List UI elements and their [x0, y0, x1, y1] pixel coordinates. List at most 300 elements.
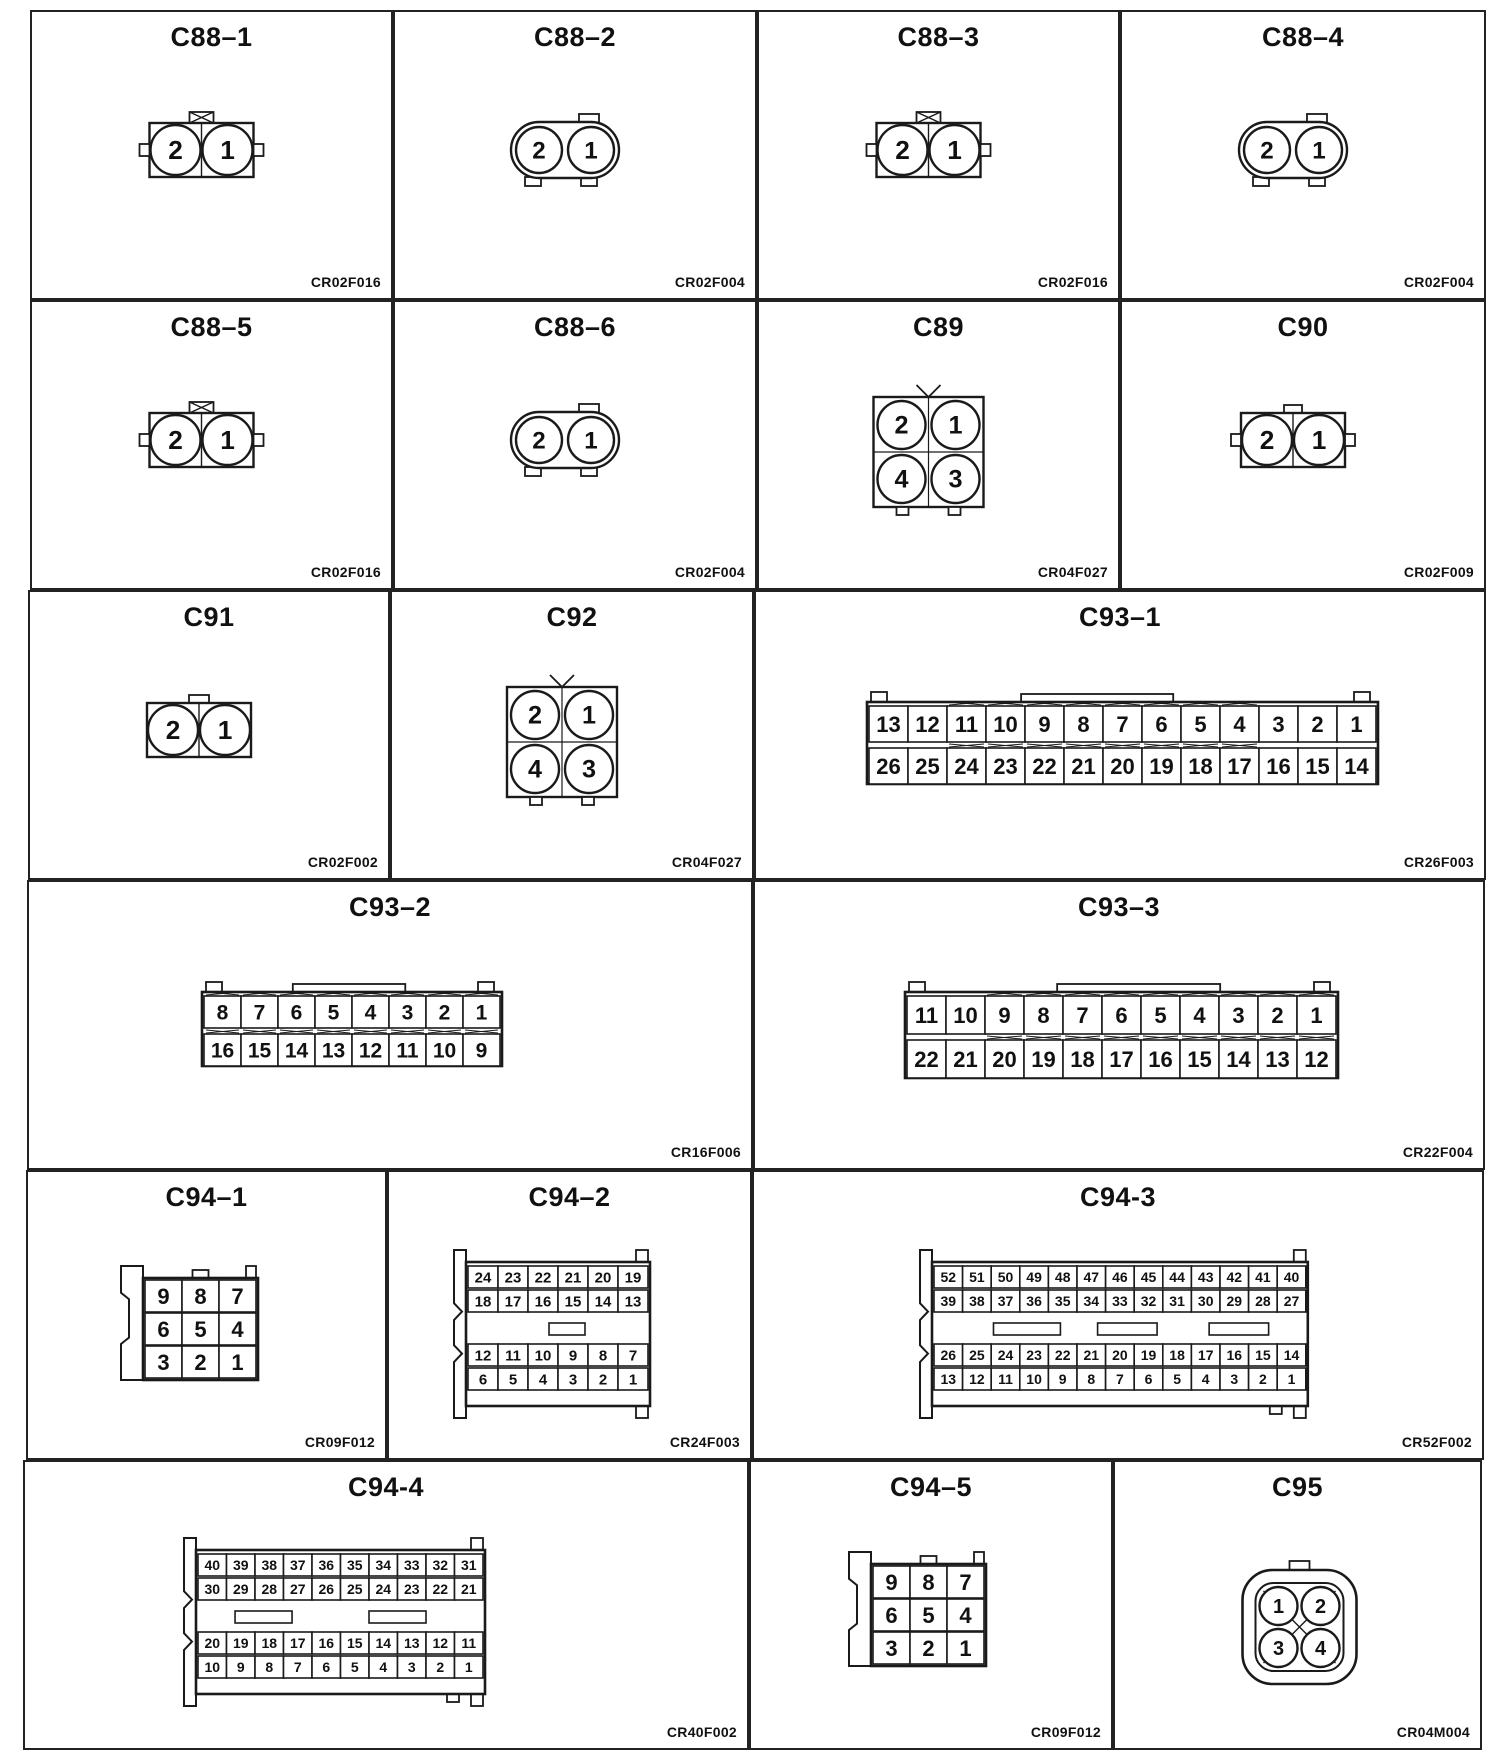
latch-tab	[582, 797, 594, 805]
side-rail	[920, 1250, 932, 1418]
pin-number: 19	[624, 1269, 642, 1287]
pin-number: 48	[1054, 1269, 1071, 1286]
pin-number: 14	[594, 1293, 612, 1311]
connector-title: C93–2	[348, 892, 432, 922]
pin-number: 36	[1026, 1293, 1042, 1310]
pin-number: 7	[231, 1283, 244, 1309]
pin-number: 41	[1255, 1269, 1271, 1286]
side-rail	[849, 1552, 871, 1666]
pin-number: 10	[1026, 1371, 1042, 1388]
pin-number: 10	[534, 1347, 552, 1365]
pin-number: 18	[474, 1293, 492, 1311]
connector-drawing-c93-3	[755, 882, 1487, 1172]
figure-code: CR02F016	[310, 274, 381, 290]
pin-number: 16	[1148, 1046, 1173, 1072]
connector-drawing-c95	[1115, 1462, 1484, 1752]
pin-number: 8	[922, 1569, 935, 1595]
pin-number: 15	[346, 1635, 363, 1652]
figure-code: CR02F004	[1403, 274, 1474, 290]
pin-number: 22	[1054, 1347, 1071, 1364]
latch-tab	[189, 695, 209, 703]
pin-number: 17	[1197, 1347, 1214, 1364]
pin-number: 12	[432, 1635, 449, 1652]
connector-title: C93–3	[1077, 892, 1161, 922]
pin-number: 1	[217, 715, 233, 745]
pin-number: 2	[922, 1635, 935, 1661]
connector-title: C88–3	[897, 22, 980, 52]
pin-number: 2	[1259, 425, 1275, 455]
connector-drawing-c92	[392, 592, 756, 882]
pin-number: 1	[959, 1635, 972, 1661]
pin-number: 24	[997, 1347, 1014, 1364]
pin-number: 8	[1087, 1371, 1096, 1388]
connector-cell-c88-1	[30, 10, 393, 300]
pin-number: 40	[204, 1557, 221, 1574]
pin-number: 3	[157, 1349, 170, 1375]
latch-tab	[897, 507, 909, 515]
connector-drawing-c94-3	[754, 1172, 1486, 1462]
pin-number: 6	[885, 1602, 898, 1628]
connector-title: C88–5	[170, 312, 253, 342]
pin-number: 5	[350, 1659, 359, 1676]
pin-number: 1	[1312, 137, 1326, 165]
pin-number: 9	[885, 1569, 898, 1595]
pin-number: 13	[624, 1293, 642, 1311]
pin-number: 24	[474, 1269, 492, 1287]
pin-number: 10	[432, 1039, 457, 1063]
pin-number: 31	[1169, 1293, 1185, 1310]
figure-code: CR02F004	[674, 564, 745, 580]
connector-cell-c91	[28, 590, 390, 880]
latch-tab	[949, 507, 961, 515]
pin-number: 12	[1304, 1046, 1329, 1072]
connector-drawing-c88-6	[395, 302, 759, 592]
latch-tab	[140, 434, 150, 446]
pin-number: 16	[318, 1635, 335, 1652]
pin-number: 3	[1272, 711, 1285, 737]
pin-number: 17	[504, 1293, 522, 1311]
pin-number: 5	[194, 1316, 207, 1342]
pin-number: 25	[346, 1581, 363, 1598]
pin-number: 16	[1266, 753, 1291, 779]
pin-number: 2	[1311, 711, 1324, 737]
figure-code: CR02F002	[307, 854, 378, 870]
pin-number: 34	[1083, 1293, 1100, 1310]
pin-number: 21	[564, 1269, 582, 1287]
pin-number: 6	[1144, 1371, 1153, 1388]
pin-number: 23	[403, 1581, 420, 1598]
pin-number: 11	[954, 711, 979, 737]
pin-number: 46	[1112, 1269, 1128, 1286]
pin-number: 1	[1287, 1371, 1296, 1388]
pin-number: 18	[1070, 1046, 1095, 1072]
pin-number: 16	[1226, 1347, 1243, 1364]
connector-drawing-c88-1	[32, 12, 395, 302]
pin-number: 3	[885, 1635, 898, 1661]
pin-number: 22	[1032, 753, 1057, 779]
figure-code: CR16F006	[670, 1144, 741, 1160]
connector-title: C89	[912, 312, 965, 342]
connector-title: C92	[546, 602, 598, 632]
latch-tab	[530, 797, 542, 805]
figure-code: CR09F012	[304, 1434, 375, 1450]
pin-number: 4	[364, 1001, 377, 1025]
pin-number: 3	[1230, 1371, 1239, 1388]
pin-number: 1	[1310, 1002, 1323, 1028]
pin-number: 27	[289, 1581, 306, 1598]
pin-number: 5	[508, 1371, 518, 1389]
pin-number: 2	[532, 137, 546, 165]
figure-code: CR02F016	[310, 564, 381, 580]
pin-number: 28	[261, 1581, 278, 1598]
pin-number: 30	[204, 1581, 221, 1598]
pin-number: 19	[1031, 1046, 1056, 1072]
pin-number: 40	[1283, 1269, 1300, 1286]
connector-cell-c88-3	[757, 10, 1120, 300]
figure-code: CR04F027	[1037, 564, 1108, 580]
connector-cell-c89	[757, 300, 1120, 590]
pin-number: 2	[532, 427, 546, 455]
pin-number: 2	[895, 135, 910, 165]
figure-code: CR04F027	[671, 854, 742, 870]
figure-code: CR09F012	[1030, 1724, 1101, 1740]
connector-cell-c93-1	[754, 590, 1486, 880]
pin-number: 18	[1188, 753, 1213, 779]
latch-tab	[867, 144, 877, 156]
pin-number: 2	[168, 425, 183, 455]
latch-tab	[1345, 434, 1355, 446]
pin-number: 6	[290, 1001, 303, 1025]
latch-tab	[981, 144, 991, 156]
pin-number: 6	[1155, 711, 1168, 737]
pin-number: 39	[940, 1293, 957, 1310]
figure-code: CR40F002	[666, 1724, 737, 1740]
figure-code: CR04M004	[1396, 1724, 1470, 1740]
figure-code: CR02F004	[674, 274, 745, 290]
pin-number: 1	[948, 411, 963, 440]
pin-number: 9	[1058, 1371, 1067, 1388]
pin-number: 28	[1255, 1293, 1271, 1310]
latch-tab	[254, 434, 264, 446]
pin-number: 21	[1071, 753, 1096, 779]
pin-number: 1	[1272, 1595, 1285, 1618]
pin-number: 22	[914, 1046, 939, 1072]
pin-number: 18	[261, 1635, 278, 1652]
pin-number: 19	[232, 1635, 249, 1652]
pin-number: 23	[993, 753, 1018, 779]
pin-number: 15	[1255, 1347, 1271, 1364]
pin-number: 1	[220, 135, 235, 165]
connector-title: C94–1	[165, 1182, 248, 1212]
pin-number: 43	[1197, 1269, 1214, 1286]
pin-number: 8	[1077, 711, 1090, 737]
pin-number: 12	[915, 711, 940, 737]
pin-number: 20	[204, 1635, 221, 1652]
pin-number: 11	[461, 1635, 477, 1652]
pin-number: 50	[997, 1269, 1014, 1286]
pin-number: 24	[375, 1581, 392, 1598]
figure-code: CR52F002	[1401, 1434, 1472, 1450]
connector-title: C88–2	[533, 22, 617, 52]
pin-number: 20	[1110, 753, 1135, 779]
connector-cell-c93-2	[27, 880, 753, 1170]
pin-number: 4	[1314, 1637, 1327, 1660]
pin-number: 2	[1260, 137, 1274, 165]
pin-number: 1	[584, 137, 598, 165]
pin-number: 35	[1054, 1293, 1071, 1310]
connector-title: C94-3	[1079, 1182, 1157, 1212]
connector-title: C94–2	[528, 1182, 611, 1212]
pin-number: 4	[1193, 1002, 1206, 1028]
pin-number: 2	[1259, 1371, 1267, 1388]
latch-tab	[1284, 405, 1302, 413]
connector-title: C94-4	[347, 1472, 425, 1502]
pin-number: 51	[969, 1269, 985, 1286]
pin-number: 5	[327, 1001, 340, 1025]
pin-number: 23	[1026, 1347, 1042, 1364]
pin-number: 21	[953, 1046, 978, 1072]
pin-number: 2	[894, 411, 909, 440]
side-rail	[121, 1266, 143, 1380]
pin-number: 7	[959, 1569, 972, 1595]
pin-number: 4	[379, 1659, 388, 1676]
connector-cell-c92	[390, 590, 754, 880]
pin-number: 38	[261, 1557, 278, 1574]
connector-cell-c94-1	[26, 1170, 387, 1460]
pin-number: 26	[318, 1581, 335, 1598]
connector-drawing-c94-4	[25, 1462, 751, 1752]
pin-number: 24	[954, 753, 979, 779]
pin-number: 15	[247, 1039, 272, 1063]
connector-cell-c94-5	[749, 1460, 1113, 1750]
connector-title: C91	[183, 602, 235, 632]
connector-title: C93–1	[1078, 602, 1162, 632]
key-slot	[1098, 1323, 1157, 1335]
pin-number: 6	[1115, 1002, 1128, 1028]
pin-number: 29	[1226, 1293, 1243, 1310]
side-rail	[454, 1250, 466, 1418]
pin-number: 5	[922, 1602, 935, 1628]
pin-number: 4	[538, 1371, 548, 1389]
pin-number: 1	[628, 1371, 638, 1389]
pin-number: 13	[321, 1039, 346, 1063]
pin-number: 9	[157, 1283, 170, 1309]
pin-number: 10	[953, 1002, 978, 1028]
pin-number: 20	[594, 1269, 612, 1287]
pin-number: 1	[584, 427, 598, 455]
pin-number: 17	[289, 1635, 306, 1652]
connector-cell-c94-2	[387, 1170, 752, 1460]
connector-cell-c88-2	[393, 10, 757, 300]
pin-number: 9	[568, 1347, 578, 1365]
pin-number: 22	[432, 1581, 449, 1598]
key-slot	[993, 1323, 1060, 1335]
latch-tab	[1231, 434, 1241, 446]
pin-number: 7	[1116, 1371, 1124, 1388]
pin-number: 38	[969, 1293, 985, 1310]
connector-drawing-c88-4	[1122, 12, 1488, 302]
pin-number: 42	[1226, 1269, 1243, 1286]
pin-number: 2	[194, 1349, 207, 1375]
pin-number: 7	[293, 1659, 302, 1676]
connector-cell-c94-4	[23, 1460, 749, 1750]
latch-tab	[254, 144, 264, 156]
pin-number: 47	[1083, 1269, 1100, 1286]
pin-number: 1	[220, 425, 235, 455]
pin-number: 29	[232, 1581, 249, 1598]
key-slot	[369, 1611, 426, 1623]
pin-number: 6	[322, 1659, 331, 1676]
pin-number: 9	[1038, 711, 1051, 737]
side-rail	[184, 1538, 196, 1706]
pin-number: 5	[1173, 1371, 1181, 1388]
pin-number: 16	[534, 1293, 552, 1311]
figure-code: CR24F003	[669, 1434, 740, 1450]
pin-number: 1	[231, 1349, 244, 1375]
connector-title: C94–5	[889, 1472, 973, 1502]
pin-number: 11	[505, 1347, 521, 1365]
pin-number: 17	[1109, 1046, 1134, 1072]
connector-cell-c88-6	[393, 300, 757, 590]
pin-number: 45	[1140, 1269, 1157, 1286]
pin-number: 9	[236, 1659, 245, 1676]
pin-number: 2	[527, 701, 543, 730]
pin-number: 21	[1083, 1347, 1100, 1364]
pin-number: 2	[165, 715, 181, 745]
connector-drawing-c94-1	[28, 1172, 389, 1462]
pin-number: 4	[1233, 711, 1246, 737]
pin-number: 1	[464, 1659, 473, 1676]
pin-number: 19	[1140, 1347, 1157, 1364]
pin-number: 26	[940, 1347, 957, 1364]
pin-number: 4	[231, 1316, 244, 1342]
pin-number: 18	[1169, 1347, 1185, 1364]
pin-number: 11	[998, 1371, 1013, 1388]
pin-number: 52	[940, 1269, 957, 1286]
pin-number: 33	[1112, 1293, 1128, 1310]
pin-number: 26	[876, 753, 901, 779]
pin-number: 9	[475, 1039, 488, 1063]
pin-number: 15	[1187, 1046, 1212, 1072]
pin-number: 3	[1272, 1637, 1285, 1660]
pin-number: 3	[948, 465, 963, 494]
pin-number: 12	[358, 1039, 383, 1063]
connector-drawing-c89	[759, 302, 1122, 592]
pin-number: 14	[1226, 1046, 1251, 1072]
connector-drawing-c94-2	[389, 1172, 754, 1462]
pin-number: 35	[346, 1557, 363, 1574]
pin-number: 6	[478, 1371, 488, 1389]
connector-title: C88–6	[533, 312, 617, 342]
pin-number: 19	[1149, 753, 1174, 779]
pin-number: 21	[460, 1581, 477, 1598]
pin-number: 7	[1076, 1002, 1089, 1028]
figure-code: CR02F009	[1403, 564, 1474, 580]
connector-drawing-c90	[1122, 302, 1488, 592]
connector-title: C88–1	[170, 22, 253, 52]
pin-number: 37	[289, 1557, 306, 1574]
pin-number: 10	[204, 1659, 221, 1676]
pin-number: 36	[318, 1557, 335, 1574]
connector-cell-c95	[1113, 1460, 1482, 1750]
pin-number: 2	[1271, 1002, 1284, 1028]
pin-number: 4	[527, 755, 543, 784]
pin-number: 14	[375, 1635, 392, 1652]
pin-number: 3	[407, 1659, 416, 1676]
pin-number: 27	[1283, 1293, 1300, 1310]
pin-number: 4	[1201, 1371, 1210, 1388]
pin-number: 1	[1350, 711, 1363, 737]
pin-number: 15	[1305, 753, 1330, 779]
key-notch	[917, 385, 941, 397]
pin-number: 16	[210, 1039, 235, 1063]
pin-number: 11	[914, 1002, 939, 1028]
pin-number: 32	[432, 1557, 449, 1574]
pin-number: 44	[1169, 1269, 1185, 1286]
connector-cell-c88-5	[30, 300, 393, 590]
pin-number: 20	[992, 1046, 1017, 1072]
pin-number: 17	[1227, 753, 1252, 779]
pin-number: 23	[504, 1269, 522, 1287]
pin-number: 5	[1154, 1002, 1167, 1028]
figure-code: CR02F016	[1037, 274, 1108, 290]
pin-number: 20	[1112, 1347, 1128, 1364]
pin-number: 32	[1140, 1293, 1157, 1310]
pin-number: 39	[232, 1557, 249, 1574]
connector-cell-c90	[1120, 300, 1486, 590]
pin-number: 8	[265, 1659, 274, 1676]
pin-number: 13	[403, 1635, 420, 1652]
pin-number: 22	[534, 1269, 552, 1287]
pin-number: 8	[1037, 1002, 1050, 1028]
pin-number: 1	[1311, 425, 1327, 455]
pin-number: 12	[474, 1347, 492, 1365]
pin-number: 13	[1265, 1046, 1290, 1072]
pin-number: 8	[194, 1283, 207, 1309]
pin-number: 3	[1232, 1002, 1245, 1028]
pin-number: 1	[581, 701, 597, 730]
connector-title: C95	[1271, 1472, 1324, 1502]
pin-number: 2	[1314, 1595, 1327, 1618]
pin-number: 34	[375, 1557, 392, 1574]
key-slot	[235, 1611, 292, 1623]
pin-number: 25	[969, 1347, 985, 1364]
pin-number: 13	[876, 711, 901, 737]
connector-title: C90	[1277, 312, 1329, 342]
pin-number: 14	[1283, 1347, 1300, 1364]
pin-number: 9	[998, 1002, 1011, 1028]
pin-number: 7	[253, 1001, 266, 1025]
pin-number: 33	[403, 1557, 420, 1574]
pin-number: 4	[959, 1602, 972, 1628]
pin-number: 4	[894, 465, 909, 494]
connector-cell-c93-3	[753, 880, 1485, 1170]
pin-number: 31	[460, 1557, 477, 1574]
figure-code: CR22F004	[1402, 1144, 1473, 1160]
pin-number: 7	[628, 1347, 638, 1365]
pin-number: 37	[997, 1293, 1014, 1310]
pin-number: 10	[993, 711, 1018, 737]
pin-number: 1	[947, 135, 962, 165]
latch-tab	[140, 144, 150, 156]
connector-drawing-c88-2	[395, 12, 759, 302]
pin-number: 7	[1116, 711, 1129, 737]
key-notch	[550, 675, 574, 687]
pin-number: 8	[216, 1001, 229, 1025]
pin-number: 13	[940, 1371, 957, 1388]
pin-number: 14	[1344, 753, 1369, 779]
pin-number: 3	[401, 1001, 414, 1025]
